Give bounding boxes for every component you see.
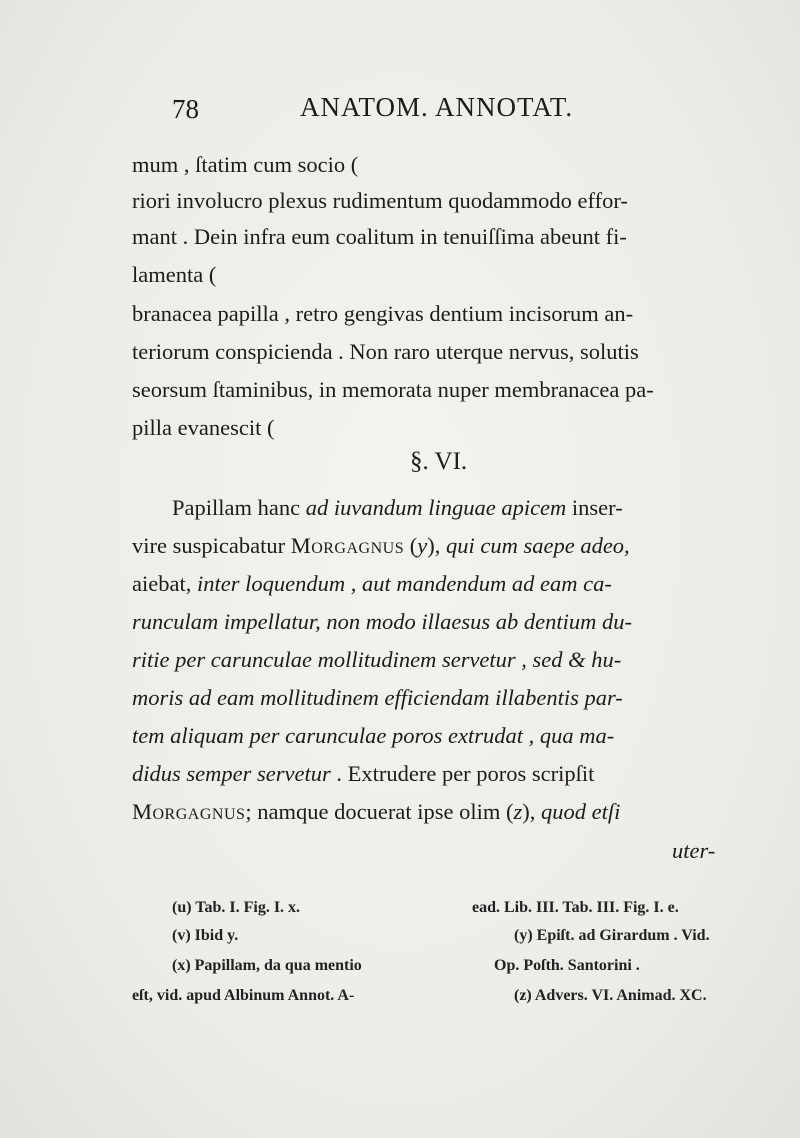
body-line <box>132 642 766 678</box>
text-run: aiebat, inter loquendum , aut mandendum ad eam ca- <box>132 571 612 596</box>
body-line <box>132 756 766 792</box>
body-line <box>132 566 766 602</box>
body-line <box>132 257 766 293</box>
page-header <box>172 92 652 128</box>
footnote-right-1: ead. Lib. III. Tab. III. Fig. I. e. <box>472 899 679 916</box>
text-run: branacea papilla , retro gengivas dentium incisorum an- <box>132 301 634 326</box>
body-line <box>132 604 766 640</box>
footnote-right-4: (z) Advers. VI. Animad. XC. <box>514 987 707 1004</box>
text-run: moris ad eam mollitudinem efficiendam illabentis par- <box>132 685 623 710</box>
body-line <box>132 794 766 830</box>
text-run: Papillam hanc ad iuvandum linguae apicem inser- <box>172 495 623 520</box>
body-line <box>132 528 766 564</box>
text-run: didus semper servetur . Extrudere per poros scripſit <box>132 761 595 786</box>
page-number: 78 <box>172 94 199 124</box>
text-run: ritie per carunculae mollitudinem servetur , sed & hu- <box>132 647 622 672</box>
catchword: uter- <box>672 838 716 863</box>
footnote-left-1: (u) Tab. I. Fig. I. x. <box>172 899 301 916</box>
text-run: lamenta ( <box>132 262 217 287</box>
text-run: riori involucro plexus rudimentum quodammodo effor- <box>132 188 628 213</box>
body-line <box>132 680 766 716</box>
body-line <box>132 183 766 219</box>
body-line <box>132 410 766 446</box>
footnote-left-4: eſt, vid. apud Albinum Annot. A- <box>132 987 355 1004</box>
text-run: seorsum ſtaminibus, in memorata nuper membranacea pa- <box>132 377 654 402</box>
footnote-left-3: (x) Papillam, da qua mentio <box>172 957 362 974</box>
footnote-right-2: (y) Epiſt. ad Girardum . Vid. <box>514 927 710 944</box>
body-line <box>132 296 766 332</box>
text-run: Morgagnus; namque docuerat ipse olim (z), quod etſi <box>132 799 621 824</box>
section-heading: §. VI. <box>410 448 468 475</box>
running-title: ANATOM. ANNOTAT. <box>300 92 574 122</box>
text-run: vire suspicabatur Morgagnus (y), qui cum saepe adeo, <box>132 533 630 558</box>
body-line <box>172 490 766 526</box>
text-run: mant . Dein infra eum coalitum in tenuiſſima abeunt fi- <box>132 224 627 249</box>
body-line <box>132 147 766 183</box>
body-line <box>132 334 766 370</box>
text-run: pilla evanescit ( <box>132 415 275 440</box>
text-run: runculam impellatur, non modo illaesus ab dentium du- <box>132 609 632 634</box>
body-line <box>132 372 766 408</box>
footnote-right-3: Op. Poſth. Santorini . <box>494 957 640 974</box>
text-run: teriorum conspicienda . Non raro uterque nervus, solutis <box>132 339 639 364</box>
footnote-left-2: (v) Ibid y. <box>172 927 239 944</box>
text-run: mum , ſtatim cum socio ( <box>132 152 359 177</box>
text-run: tem aliquam per carunculae poros extrudat , qua ma- <box>132 723 615 748</box>
body-line <box>132 718 766 754</box>
body-line <box>132 219 766 255</box>
